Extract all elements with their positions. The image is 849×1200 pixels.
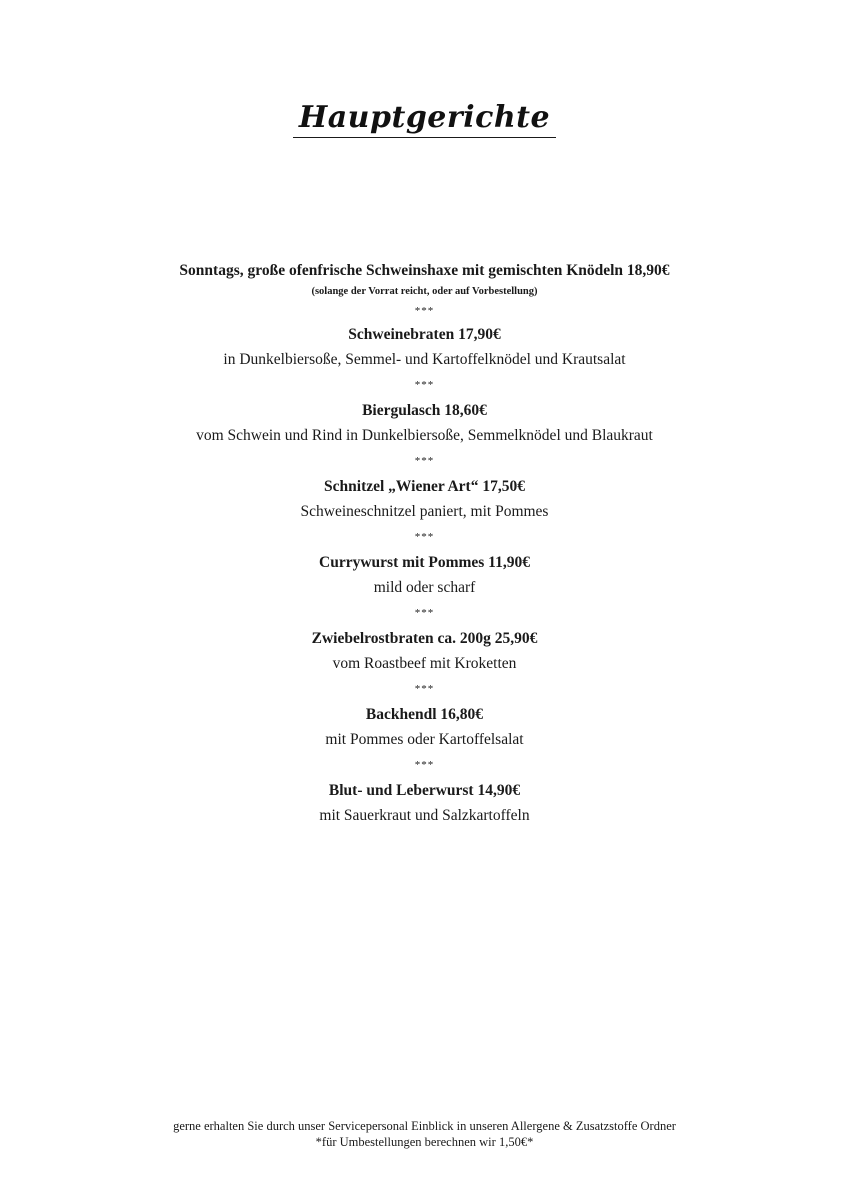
menu-item-blut-leberwurst: [0, 778, 849, 828]
footer-allergen-note: gerne erhalten Sie durch unser Servicepersonal Einblick in unseren Allergene & Zusatzstoffe Ordner: [173, 1119, 676, 1133]
menu-item-name: Biergulasch 18,60€: [362, 402, 487, 419]
separator: ***: [414, 607, 435, 619]
separator: ***: [414, 531, 435, 543]
menu-item-backhendl: [0, 702, 849, 752]
page-title-container: [0, 100, 849, 138]
footer: [0, 1118, 849, 1150]
menu-item-description: mild oder scharf: [373, 579, 476, 596]
menu-item-description: mit Sauerkraut und Salzkartoffeln: [319, 807, 530, 824]
menu-item-description: in Dunkelbiersoße, Semmel- und Kartoffelknödel und Krautsalat: [223, 351, 626, 368]
separator: ***: [414, 455, 435, 467]
menu-item-name: Schnitzel „Wiener Art“ 17,50€: [324, 478, 525, 495]
menu-item-currywurst: [0, 550, 849, 600]
menu-item-schweinshaxe: [0, 258, 849, 300]
footer-surcharge-note: *für Umbestellungen berechnen wir 1,50€*: [315, 1135, 534, 1149]
menu-item-zwiebelrostbraten: [0, 626, 849, 676]
menu-item-name: Zwiebelrostbraten ca. 200g 25,90€: [311, 630, 538, 647]
menu-item-name: Backhendl 16,80€: [365, 706, 484, 723]
separator: ***: [414, 759, 435, 771]
menu-item-note: (solange der Vorrat reicht, oder auf Vorbestellung): [311, 286, 538, 297]
separator: ***: [414, 379, 435, 391]
menu-item-biergulasch: [0, 398, 849, 448]
page-title: Hauptgerichte: [293, 100, 556, 138]
menu-item-schnitzel: [0, 474, 849, 524]
separator: ***: [414, 305, 435, 317]
menu-item-description: Schweineschnitzel paniert, mit Pommes: [300, 503, 549, 520]
menu-item-description: vom Schwein und Rind in Dunkelbiersoße, Semmelknödel und Blaukraut: [196, 427, 653, 444]
menu-item-name: Schweinebraten 17,90€: [348, 326, 501, 343]
menu-item-description: vom Roastbeef mit Kroketten: [332, 655, 517, 672]
menu-item-schweinebraten: [0, 322, 849, 372]
menu-item-name: Currywurst mit Pommes 11,90€: [319, 554, 530, 571]
menu-item-name: Blut- und Leberwurst 14,90€: [328, 782, 521, 799]
separator: ***: [414, 683, 435, 695]
menu-list: [0, 258, 849, 828]
menu-item-description: mit Pommes oder Kartoffelsalat: [325, 731, 524, 748]
menu-item-name: Sonntags, große ofenfrische Schweinshaxe mit gemischten Knödeln 18,90€: [179, 262, 670, 279]
